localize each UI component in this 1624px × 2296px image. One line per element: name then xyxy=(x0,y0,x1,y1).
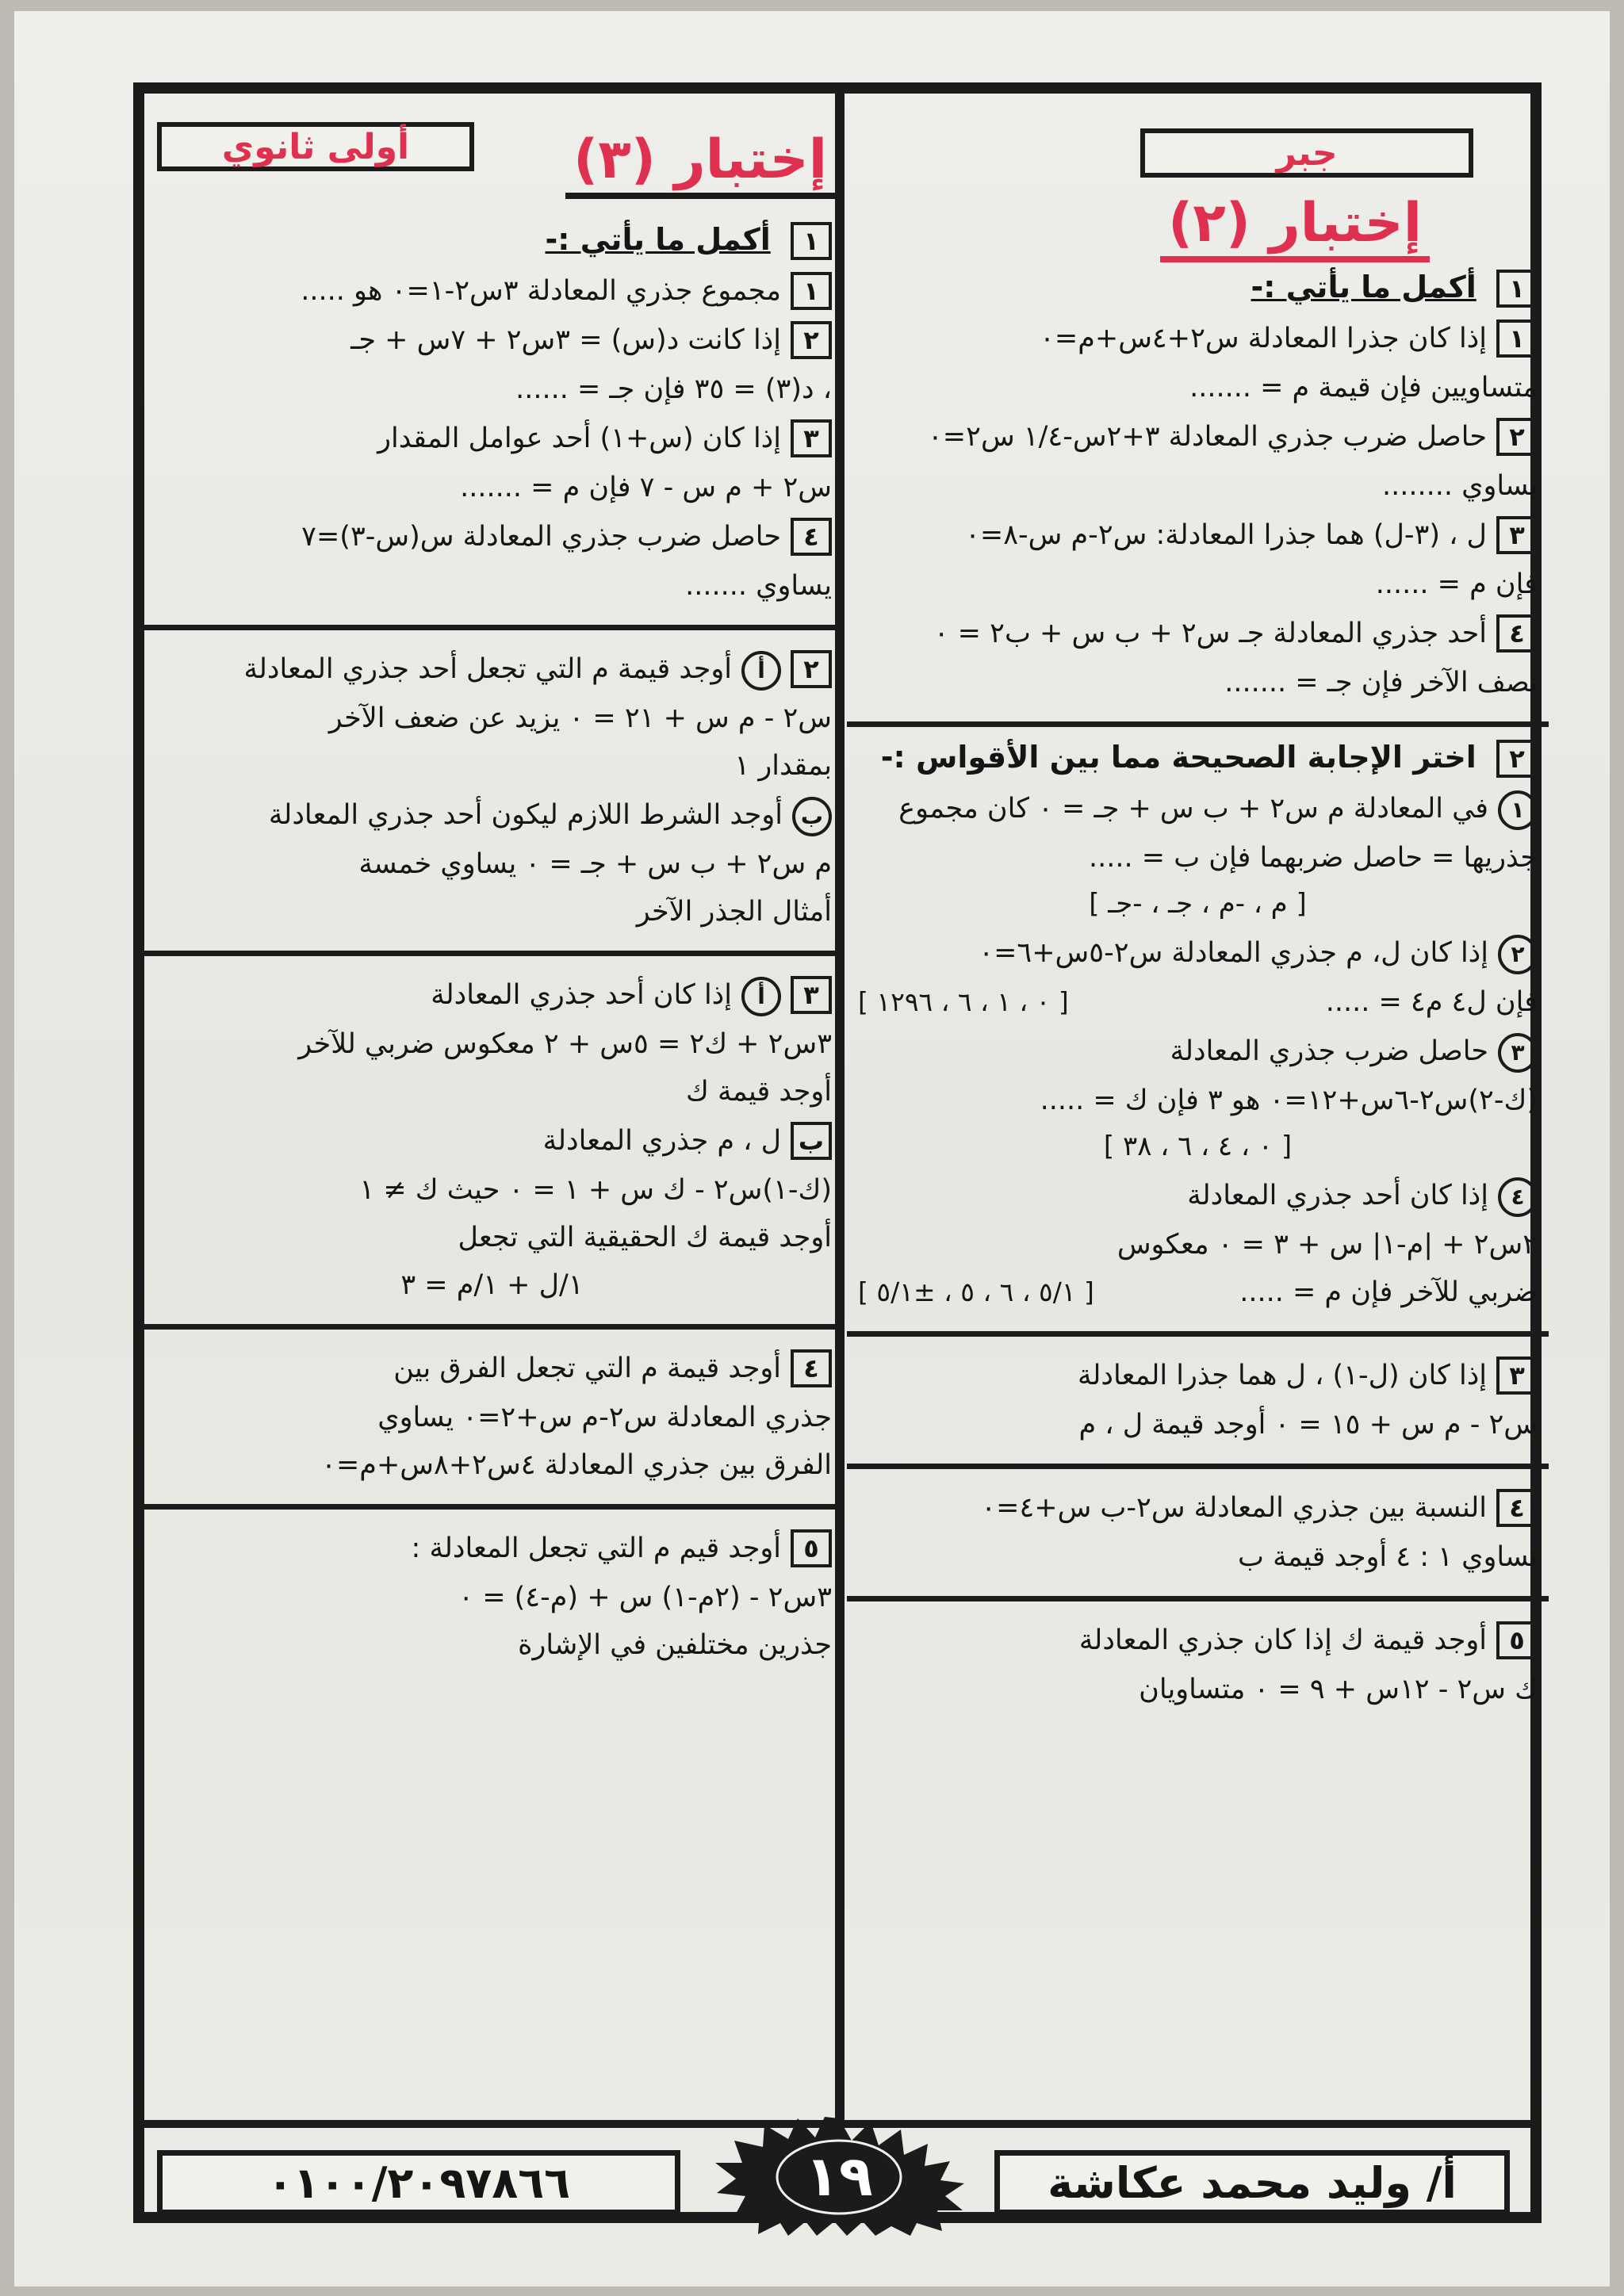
question-line: فإن م = ...... xyxy=(1375,568,1538,600)
mcq-question: ٤إذا كان أحد جذري المعادلة xyxy=(858,1173,1538,1219)
question-line: جذريها = حاصل ضربهما فإن ب = ..... xyxy=(1089,842,1538,874)
question-line: متساويين فإن قيمة م = ....... xyxy=(1189,372,1538,404)
question-line: أوجد الشرط اللازم ليكون أحد جذري المعادلة xyxy=(268,799,783,831)
right-column xyxy=(847,90,1549,1728)
phone-number: ٠١٠٠/٢٠٩٧٨٦٦ xyxy=(266,2157,571,2208)
right-section-1 xyxy=(847,257,1549,721)
question-line: ٣س٢ + ك٢ = ٥س + ٢ معكوس ضربي للآخر xyxy=(298,1028,832,1060)
question-line: (ك-٢)س٢-٦س+١٢=٠ هو ٣ فإن ك = ..... xyxy=(1040,1085,1538,1116)
section-heading: أكمل ما يأتي :- xyxy=(545,222,771,257)
left-column xyxy=(141,90,843,1684)
part-label: ب xyxy=(791,1122,832,1160)
right-section-3 xyxy=(847,1331,1549,1464)
question-line: النسبة بين جذري المعادلة س٢-ب س+٤=٠ xyxy=(981,1492,1487,1524)
answer-options: [ م ، -م ، جـ ، -جـ ] xyxy=(1089,888,1307,920)
section-number: ٥ xyxy=(791,1529,832,1567)
section-number: ١ xyxy=(791,222,832,260)
left-section-4 xyxy=(141,1324,843,1504)
question: ٣ل ، (٣-ل) هما جذرا المعادلة: س٢-م س-٨=٠ xyxy=(858,512,1538,558)
question-line: س٢ + م س - ٧ فإن م = ....... xyxy=(460,472,832,503)
right-section-4 xyxy=(847,1464,1549,1596)
mcq-question: ٣حاصل ضرب جذري المعادلة xyxy=(858,1028,1538,1074)
question-line: م س٢ + ب س + جـ = ٠ يساوي خمسة xyxy=(358,848,832,880)
subject-box xyxy=(1140,128,1473,178)
section-number: ٣ xyxy=(791,976,832,1014)
left-section-1 xyxy=(141,209,843,625)
right-section-5 xyxy=(847,1596,1549,1728)
mcq-question: ٢إذا كان ل، م جذري المعادلة س٢-٥س+٦=٠ xyxy=(858,930,1538,976)
question-line: فإن ل٤ م٤ = ..... xyxy=(1325,986,1538,1018)
question-line: ضربي للآخر فإن م = ..... xyxy=(1239,1276,1538,1308)
part-label: أ xyxy=(741,651,781,691)
answer-options: [ ٥/١ ، ٦ ، ٥ ، ±٥/١ ] xyxy=(858,1276,1094,1307)
question-line: نصف الآخر فإن جـ = ....... xyxy=(1224,667,1538,698)
section-number: ٤ xyxy=(791,1349,832,1387)
part-label: ب xyxy=(792,797,832,836)
phone-box xyxy=(157,2150,680,2215)
grade-label: أولى ثانوي xyxy=(221,126,410,167)
left-section-2 xyxy=(141,625,843,951)
question-line: جذرين مختلفين في الإشارة xyxy=(518,1629,832,1661)
question-line: بمقدار ١ xyxy=(734,750,832,782)
test-3-title: إختبار (٣) xyxy=(565,128,835,199)
mcq-question: ١في المعادلة م س٢ + ب س + جـ = ٠ كان مجموع xyxy=(858,786,1538,832)
question-line: س٢ - م س + ١٥ = ٠ أوجد قيمة ل ، م xyxy=(1078,1409,1538,1441)
page-number-badge xyxy=(712,2117,966,2236)
question: ١إذا كان جذرا المعادلة س٢+٤س+م=٠ xyxy=(858,316,1538,362)
question: ١مجموع جذري المعادلة ٣س٢-١=٠ هو ..... xyxy=(152,268,832,314)
grade-box xyxy=(157,122,474,171)
section-heading: أكمل ما يأتي :- xyxy=(1251,270,1477,304)
question-line: أوجد قيمة م التي تجعل الفرق بين xyxy=(393,1353,781,1384)
question-line: ل ، م جذري المعادلة xyxy=(542,1125,781,1157)
question-line: ، د(٣) = ٣٥ فإن جـ = ...... xyxy=(515,373,832,405)
teacher-name: أ/ وليد محمد عكاشة xyxy=(1048,2157,1457,2208)
question-line: أوجد قيمة م التي تجعل أحد جذري المعادلة xyxy=(243,653,732,685)
answer-options: [ ٠ ، ٤ ، ٦ ، ٣٨ ] xyxy=(1103,1131,1293,1162)
worksheet-page xyxy=(14,11,1610,2286)
section-number: ١ xyxy=(1496,270,1538,308)
question-line: ٣س٢ - (٢م-١) س + (م-٤) = ٠ xyxy=(458,1582,832,1613)
question-line: تساوي ١ : ٤ أوجد قيمة ب xyxy=(1238,1541,1538,1573)
section-number: ٤ xyxy=(1496,1489,1538,1527)
question: ٣إذا كان (س+١) أحد عوامل المقدار xyxy=(152,415,832,461)
section-number: ٥ xyxy=(1496,1621,1538,1659)
question: ٤حاصل ضرب جذري المعادلة س(س-٣)=٧ xyxy=(152,514,832,560)
question-line: يساوي ........ xyxy=(1381,470,1538,502)
question: ٤أحد جذري المعادلة جـ س٢ + ب س + ب٢ = ٠ xyxy=(858,610,1538,656)
section-number: ٢ xyxy=(1496,740,1538,778)
question-line: ٢س٢ + |م-١| س + ٣ = ٠ معكوس xyxy=(1116,1229,1538,1261)
question-line: س٢ - م س + ٢١ = ٠ يزيد عن ضعف الآخر xyxy=(328,702,832,734)
question-line: (ك-١)س٢ - ك س + ١ = ٠ حيث ك ≠ ١ xyxy=(359,1174,832,1206)
question-line: ك س٢ - ١٢س + ٩ = ٠ متساويان xyxy=(1139,1674,1538,1705)
question-line: الفرق بين جذري المعادلة ٤س٢+٨س+م=٠ xyxy=(321,1449,832,1481)
question-line: يساوي ....... xyxy=(685,570,832,602)
page-number: ١٩ xyxy=(805,2144,873,2209)
question: ٢إذا كانت د(س) = ٣س٢ + ٧س + جـ xyxy=(152,317,832,363)
teacher-name-box xyxy=(994,2150,1510,2215)
question-line: أوجد قيمة ك الحقيقية التي تجعل xyxy=(458,1222,832,1253)
section-number: ٢ xyxy=(791,650,832,688)
subject-label: جبر xyxy=(1276,132,1338,174)
question-line: أوجد قيمة ك xyxy=(685,1076,832,1108)
answer-options: [ ٠ ، ١ ، ٦ ، ١٢٩٦ ] xyxy=(858,986,1069,1017)
part-label: أ xyxy=(741,977,781,1016)
question-line: أمثال الجذر الآخر xyxy=(636,896,832,928)
question-line: جذري المعادلة س٢-م س+٢=٠ يساوي xyxy=(377,1402,832,1433)
question-line: إذا كان (ل-١) ، ل هما جذرا المعادلة xyxy=(1077,1360,1487,1391)
question-line: ١/ل + ١/م = ٣ xyxy=(400,1269,584,1301)
left-section-3 xyxy=(141,951,843,1324)
section-heading: اختر الإجابة الصحيحة مما بين الأقواس :- xyxy=(880,740,1477,775)
right-section-2 xyxy=(847,721,1549,1331)
question: ٢حاصل ضرب جذري المعادلة ٣+٢س-١/٤ س٢=٠ xyxy=(858,414,1538,460)
question-line: أوجد قيم م التي تجعل المعادلة : xyxy=(411,1533,781,1564)
left-section-5 xyxy=(141,1504,843,1684)
section-number: ٣ xyxy=(1496,1357,1538,1395)
page-footer xyxy=(133,2120,1542,2223)
question-line: إذا كان أحد جذري المعادلة xyxy=(431,979,732,1011)
question-line: أوجد قيمة ك إذا كان جذري المعادلة xyxy=(1078,1624,1487,1656)
test-2-title: إختبار (٢) xyxy=(1160,192,1430,262)
